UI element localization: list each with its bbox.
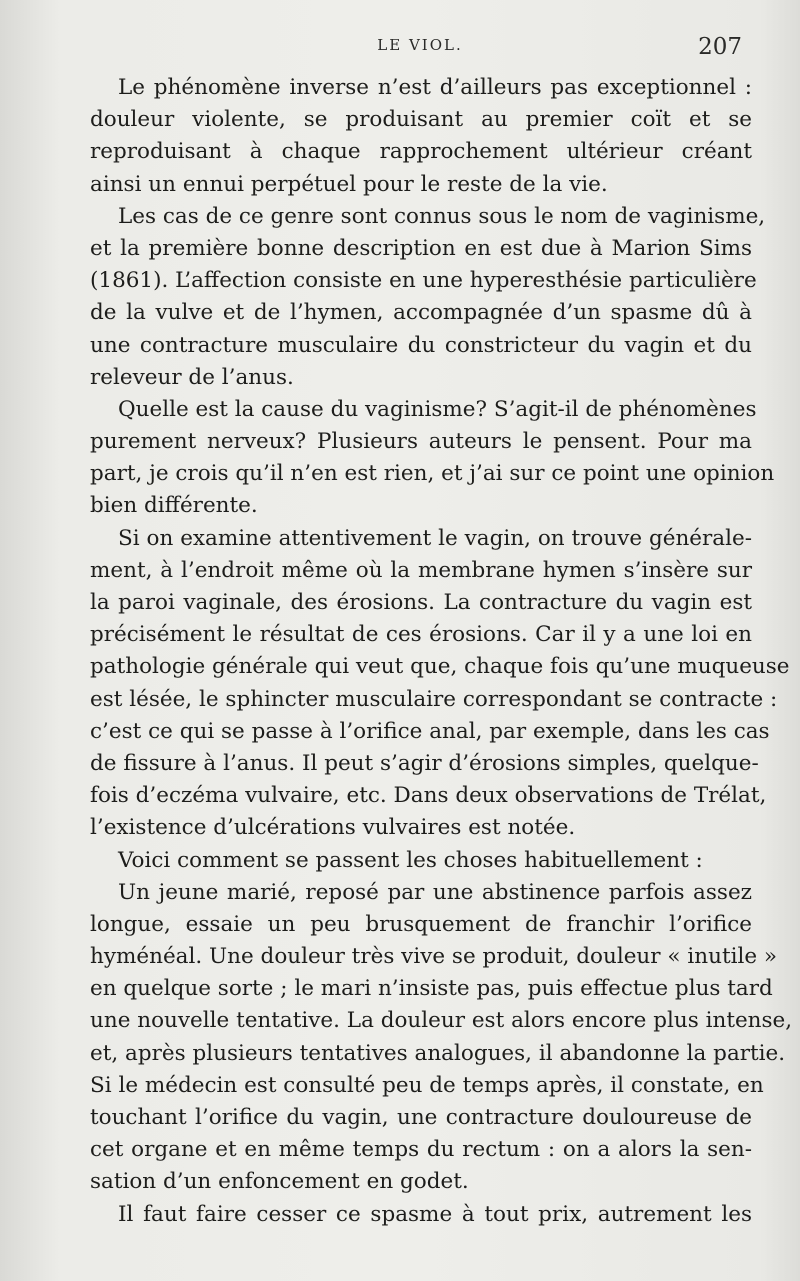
text-line: Le phénomène inverse n’est d’ailleurs pas exceptionnel : [118,75,752,100]
page-number: 207 [698,34,742,60]
body-text [90,72,793,1231]
text-line: Si on examine attentivement le vagin, on trouve générale- [118,525,752,551]
text-line: de fissure à l’anus. Il peut s’agir d’érosions simples, quelque- [90,750,759,776]
text-line: bien différente. [90,493,258,519]
text-line: c’est ce qui se passe à l’orifice anal, par exemple, dans les cas [90,718,770,744]
text-line: pathologie générale qui veut que, chaque fois qu’une muqueuse [90,654,790,680]
text-line: douleur violente, se produisant au premier coït et se [90,107,752,133]
text-line: part, je crois qu’il n’en est rien, et j’ai sur ce point une opinion [90,461,775,487]
text-line: Un jeune marié, reposé par une abstinence parfois assez [118,879,752,905]
text-line: hyménéal. Une douleur très vive se produit, douleur « inutile » [90,944,778,970]
text-line: est lésée, le sphincter musculaire correspondant se contracte : [90,686,778,712]
text-line: purement nerveux? Plusieurs auteurs le pensent. Pour ma [90,429,752,455]
text-line: Voici comment se passent les choses habituellement : [118,847,703,873]
text-line: précisément le résultat de ces érosions. Car il y a une loi en [90,622,752,648]
text-line: (1861). L’affection consiste en une hyperesthésie particulière [90,268,757,294]
text-line: Les cas de ce genre sont connus sous le nom de vaginisme, [118,203,766,229]
text-line: Il faut faire cesser ce spasme à tout prix, autrement les [118,1201,752,1227]
running-title: LE VIOL. [377,36,463,54]
text-line: ainsi un ennui perpétuel pour le reste de la vie. [90,171,608,197]
text-line: reproduisant à chaque rapprochement ultérieur créant [90,139,752,165]
text-line: touchant l’orifice du vagin, une contracture douloureuse de [90,1105,752,1130]
text-line: sation d’un enfoncement en godet. [90,1169,469,1195]
text-line: une contracture musculaire du constricteur du vagin et du [90,332,752,358]
text-line: en quelque sorte ; le mari n’insiste pas, puis effectue plus tard [90,976,773,1002]
text-line: de la vulve et de l’hymen, accompagnée d’un spasme dû à [90,300,752,326]
text-line: releveur de l’anus. [90,364,294,390]
text-line: ment, à l’endroit même où la membrane hymen s’insère sur [90,557,752,583]
text-line: et, après plusieurs tentatives analogues, il abandonne la partie. [90,1040,786,1066]
running-head [90,34,750,64]
text-line: l’existence d’ulcérations vulvaires est notée. [90,815,576,841]
text-line: la paroi vaginale, des érosions. La contracture du vagin est [90,590,752,615]
text-line: une nouvelle tentative. La douleur est alors encore plus intense, [90,1008,793,1034]
text-line: fois d’eczéma vulvaire, etc. Dans deux observations de Trélat, [90,783,767,809]
text-line: cet organe et en même temps du rectum : on a alors la sen- [90,1137,752,1163]
text-line: Quelle est la cause du vaginisme? S’agit-il de phénomènes [118,396,757,422]
text-line: Si le médecin est consulté peu de temps après, il constate, en [90,1072,764,1098]
text-line: et la première bonne description en est due à Marion Sims [90,235,752,261]
text-line: longue, essaie un peu brusquement de franchir l’orifice [90,911,752,937]
